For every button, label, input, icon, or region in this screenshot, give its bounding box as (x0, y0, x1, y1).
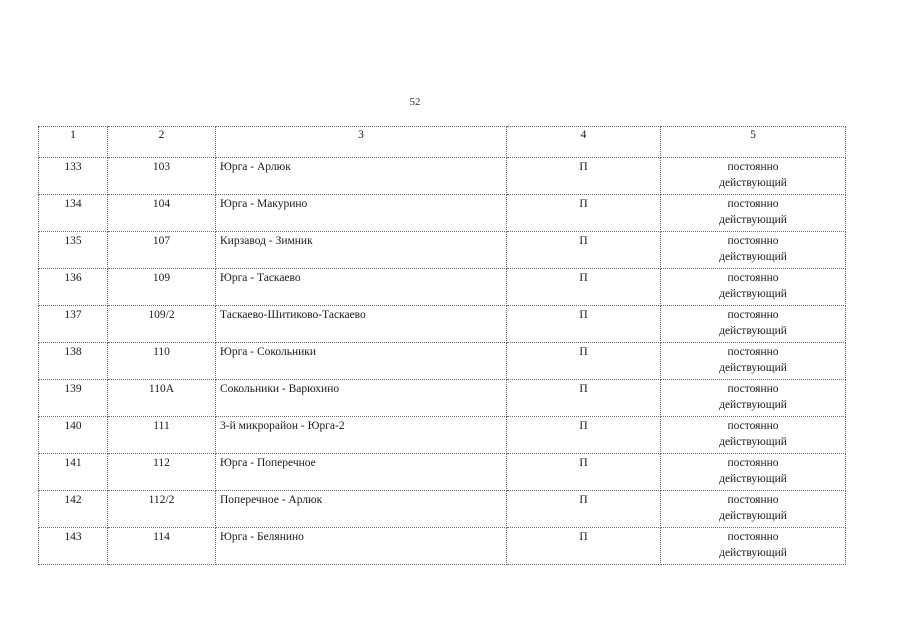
route-name-cell: Юрга - Макурино (216, 195, 507, 232)
row-number-cell: 140 (39, 417, 108, 454)
table-row (39, 269, 846, 306)
route-type-cell: П (507, 491, 661, 528)
status-line-1: постоянно (727, 272, 779, 284)
row-number-cell: 133 (39, 158, 108, 195)
table-row (39, 158, 846, 195)
route-type-cell: П (507, 306, 661, 343)
route-name-cell: Таскаево-Шитиково-Таскаево (216, 306, 507, 343)
route-number-cell: 103 (108, 158, 216, 195)
status-line-2: действующий (719, 325, 787, 337)
row-number-cell: 139 (39, 380, 108, 417)
status-line-2: действующий (719, 214, 787, 226)
status-line-1: постоянно (727, 420, 779, 432)
route-number-cell: 112 (108, 454, 216, 491)
route-status-cell (661, 269, 846, 306)
status-line-2: действующий (719, 510, 787, 522)
row-number-cell: 135 (39, 232, 108, 269)
route-number-cell: 107 (108, 232, 216, 269)
status-line-1: постоянно (727, 161, 779, 173)
routes-table (38, 126, 846, 565)
table-row (39, 232, 846, 269)
header-cell: 5 (661, 127, 846, 158)
row-number-cell: 134 (39, 195, 108, 232)
route-type-cell: П (507, 269, 661, 306)
route-type-cell: П (507, 454, 661, 491)
route-number-cell: 109/2 (108, 306, 216, 343)
status-line-1: постоянно (727, 346, 779, 358)
route-type-cell: П (507, 417, 661, 454)
header-cell: 1 (39, 127, 108, 158)
route-status-cell (661, 195, 846, 232)
table-row (39, 528, 846, 565)
route-number-cell: 104 (108, 195, 216, 232)
route-status-cell (661, 454, 846, 491)
row-number-cell: 137 (39, 306, 108, 343)
route-number-cell: 111 (108, 417, 216, 454)
route-type-cell: П (507, 343, 661, 380)
status-line-2: действующий (719, 399, 787, 411)
route-status-cell (661, 417, 846, 454)
route-name-cell: Юрга - Таскаево (216, 269, 507, 306)
route-name-cell: Поперечное - Арлюк (216, 491, 507, 528)
table-row (39, 306, 846, 343)
row-number-cell: 138 (39, 343, 108, 380)
table-row (39, 195, 846, 232)
route-type-cell: П (507, 195, 661, 232)
status-line-1: постоянно (727, 531, 779, 543)
route-status-cell (661, 528, 846, 565)
row-number-cell: 136 (39, 269, 108, 306)
route-status-cell (661, 343, 846, 380)
table-row (39, 417, 846, 454)
status-line-1: постоянно (727, 309, 779, 321)
route-status-cell (661, 306, 846, 343)
route-name-cell: Кирзавод - Зимник (216, 232, 507, 269)
status-line-2: действующий (719, 436, 787, 448)
status-line-2: действующий (719, 177, 787, 189)
table-row (39, 380, 846, 417)
route-number-cell: 109 (108, 269, 216, 306)
status-line-1: постоянно (727, 235, 779, 247)
status-line-1: постоянно (727, 383, 779, 395)
status-line-1: постоянно (727, 494, 779, 506)
table-header-row (39, 127, 846, 158)
row-number-cell: 142 (39, 491, 108, 528)
route-name-cell: Юрга - Сокольники (216, 343, 507, 380)
header-cell: 4 (507, 127, 661, 158)
row-number-cell: 141 (39, 454, 108, 491)
route-number-cell: 114 (108, 528, 216, 565)
status-line-2: действующий (719, 473, 787, 485)
route-name-cell: Сокольники - Варюхино (216, 380, 507, 417)
route-name-cell: 3-й микрорайон - Юрга-2 (216, 417, 507, 454)
route-name-cell: Юрга - Арлюк (216, 158, 507, 195)
route-status-cell (661, 380, 846, 417)
table-row (39, 491, 846, 528)
status-line-1: постоянно (727, 198, 779, 210)
row-number-cell: 143 (39, 528, 108, 565)
route-status-cell (661, 232, 846, 269)
route-status-cell (661, 491, 846, 528)
header-cell: 3 (216, 127, 507, 158)
route-name-cell: Юрга - Поперечное (216, 454, 507, 491)
route-type-cell: П (507, 528, 661, 565)
route-type-cell: П (507, 158, 661, 195)
status-line-2: действующий (719, 362, 787, 374)
header-cell: 2 (108, 127, 216, 158)
status-line-1: постоянно (727, 457, 779, 469)
route-name-cell: Юрга - Белянино (216, 528, 507, 565)
table-row (39, 343, 846, 380)
status-line-2: действующий (719, 547, 787, 559)
route-type-cell: П (507, 380, 661, 417)
route-status-cell (661, 158, 846, 195)
status-line-2: действующий (719, 288, 787, 300)
route-type-cell: П (507, 232, 661, 269)
route-number-cell: 110А (108, 380, 216, 417)
status-line-2: действующий (719, 251, 787, 263)
route-number-cell: 110 (108, 343, 216, 380)
table-row (39, 454, 846, 491)
page-number: 52 (409, 96, 421, 108)
route-number-cell: 112/2 (108, 491, 216, 528)
